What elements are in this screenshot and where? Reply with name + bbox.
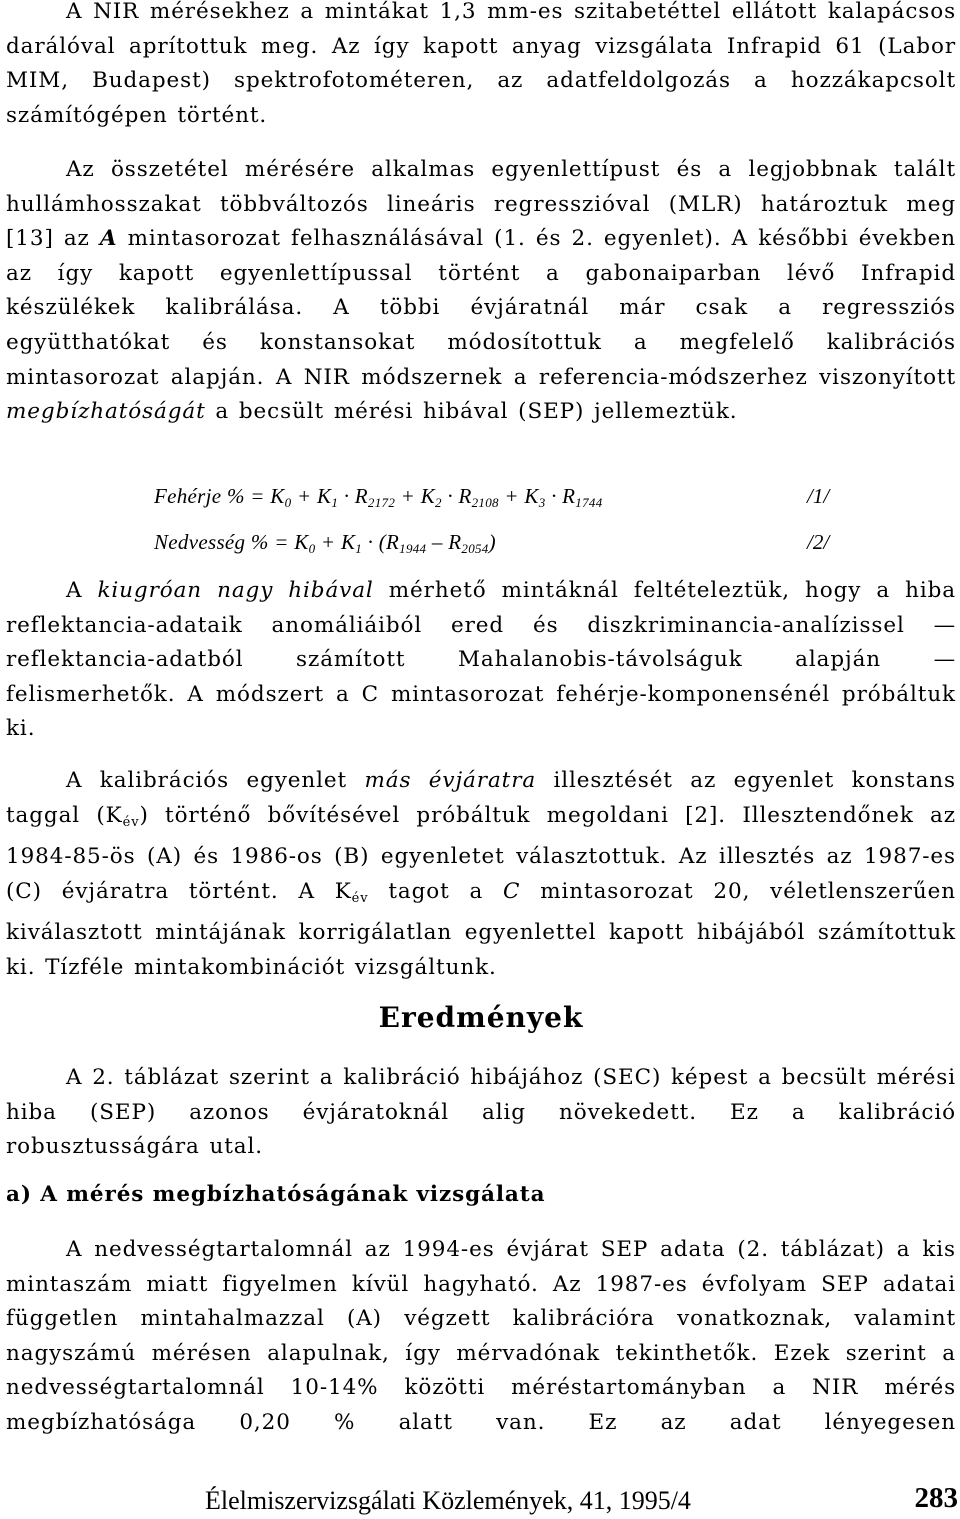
p4-sub-1: év: [122, 814, 140, 830]
p4-text-g: tagot a: [368, 878, 504, 904]
p4-text-e: ) történő bővítésével próbáltuk megoldani [2]. Illesztendőnek az 1984-85-ös (A) és 1986-os (B) egyenletet választottuk. Az illesztés az 1987-es (C) évjáratra történt. A K: [6, 802, 956, 904]
p3-text-a: A: [66, 578, 98, 603]
p2-emphasis: megbízhatóságát: [6, 399, 206, 425]
p5-text: A 2. táblázat szerint a kalibráció hibájához (SEC) képest a becsült mérési hiba (SEP) azonos évjáratoknál alig növekedett. Ez a kalibráció robusztusságára utal.: [6, 1065, 956, 1160]
equation-1: Fehérje % = $K_0 + K_1 \cdot R_{2172} + K_2 \cdot R_{2108} + K_3 \cdot R_{1744}$: [154, 484, 603, 510]
p6-text: A nedvességtartalomnál az 1994-es évjárat SEP adata (2. táblázat) a kis mintaszám miatt figyelmen kívül hagyható. Az 1987-es évfolyam SEP adatai független mintahalmazzal (A) végzett kalibrációra vonatkoznak, valamint nagyszámú mérésen alapulnak, így mérvadónak tekinthetők. Ezek szerint a nedvességtartalomnál 10-14% közötti méréstartományban a NIR mérés megbízhatósága 0,20 % alatt van. Ez az adat lényegesen: [6, 1237, 956, 1435]
paragraph-4: [6, 764, 956, 986]
paragraph-1-text: A NIR mérésekhez a mintákat 1,3 mm-es szitabetéttel ellátott kalapácsos darálóval aprítottuk meg. Az így kapott anyag vizsgálata Infrapid 61 (Labor MIM, Budapest) spektrofotométeren, az adatfeldolgozás a hozzákapcsolt számítógépen történt.: [6, 0, 956, 128]
p4-sub-2: év: [351, 890, 369, 906]
p4-text-i: mintasorozat 20, véletlenszerűen kiválasztott mintájának korrigálatlan egyenlettel kapott hibájából számítottuk ki. Tízféle mintakombinációt vizsgáltunk.: [6, 878, 956, 980]
page-number: 283: [914, 1482, 958, 1514]
p2-text-a: Az összetétel mérésére alkalmas egyenlettípust és a legjobbnak talált hullámhosszakat többváltozós lineáris regresszióval (MLR) határoztuk meg [13] az: [6, 157, 956, 252]
paragraph-3: [6, 574, 956, 747]
p4-emphasis: más évjáratra: [364, 768, 537, 793]
subsection-heading: a) A mérés megbízhatóságának vizsgálata: [6, 1182, 546, 1207]
section-heading: Eredmények: [378, 1001, 584, 1034]
p3-emphasis: kiugróan nagy hibával: [97, 578, 374, 603]
equation-2-number: /2/: [807, 530, 830, 554]
p2-series-a: A: [99, 226, 118, 252]
p4-text-a: A kalibrációs egyenlet: [66, 768, 365, 793]
p4-text-c: illesztését az egyenlet konstans taggal (K: [6, 768, 956, 828]
equation-1-number: /1/: [807, 484, 830, 508]
paragraph-5: [6, 1061, 956, 1165]
p2-text-c: mintasorozat felhasználásával (1. és 2. egyenlet). A későbbi években az így kapott egyenlettípussal történt a gabonaiparban lévő Infrapid készülékek kalibrálása. A többi évjáratnál már csak a regressziós együtthatókat és konstansokat módosítottuk a megfelelő kalibrációs mintasorozat alapján. A NIR módszernek a referencia-módszerhez viszonyított: [6, 226, 956, 390]
paragraph-2: [6, 153, 956, 430]
paragraph-6: [6, 1233, 956, 1441]
journal-footer: Élelmiszervizsgálati Közlemények, 41, 1995/4: [205, 1486, 691, 1515]
equation-2: Nedvesség % = $K_0 + K_1 \cdot (R_{1944} - R_{2054})$: [154, 530, 496, 556]
p3-text-c: mérhető mintáknál feltételeztük, hogy a hiba reflektancia-adataik anomáliáiból ered és diszkriminancia-analízissel — reflektancia-adatból számított Mahalanobis-távolságuk alapján — felismerhetők. A módszert a C mintasorozat fehérje-komponensénél próbáltuk ki.: [6, 578, 956, 742]
paragraph-1: [6, 0, 956, 133]
p2-text-e: a becsült mérési hibával (SEP) jellemeztük.: [205, 399, 738, 425]
p4-series-c: C: [503, 878, 521, 904]
